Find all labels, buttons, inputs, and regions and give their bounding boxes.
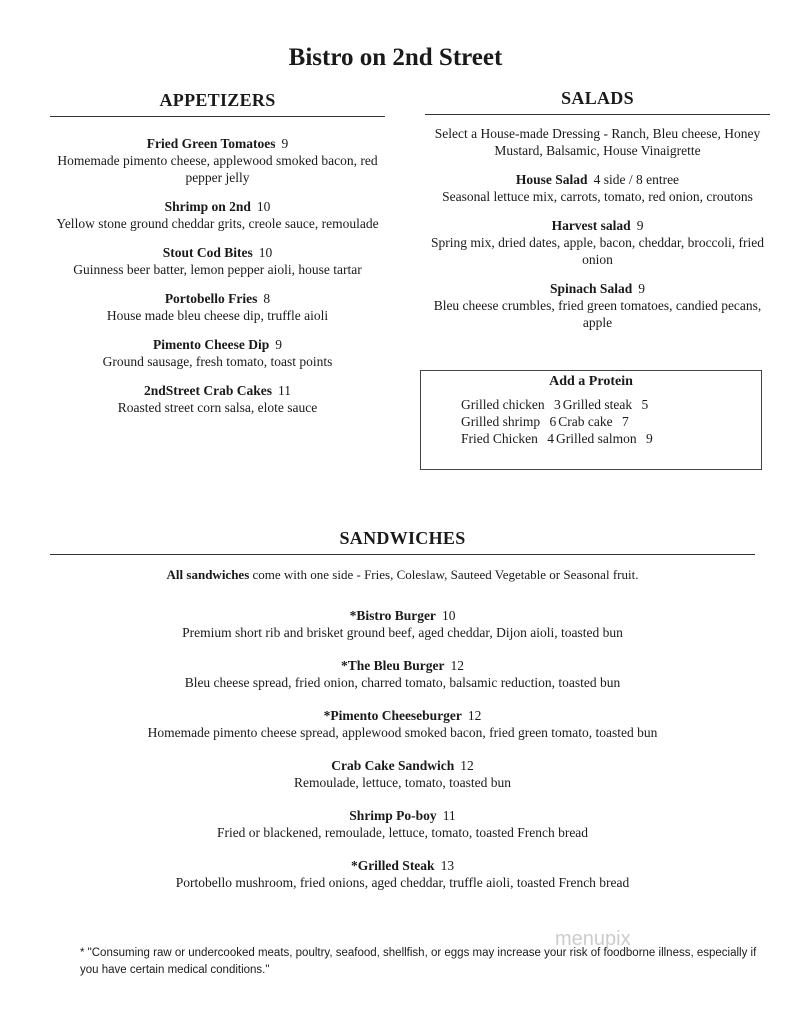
protein-name: Grilled shrimp	[461, 414, 541, 429]
item-name: Crab Cake Sandwich	[331, 758, 455, 773]
menu-item	[50, 135, 385, 186]
sandwiches-section	[50, 528, 755, 891]
item-name: *Grilled Steak	[350, 858, 435, 873]
item-description: Guinness beer batter, lemon pepper aioli, house tartar	[73, 262, 362, 277]
item-description: Spring mix, dried dates, apple, bacon, cheddar, broccoli, fried onion	[430, 235, 765, 267]
protein-name: Grilled chicken	[461, 397, 545, 412]
protein-price: 6	[549, 414, 557, 429]
item-name: *Bistro Burger	[349, 608, 436, 623]
appetizer-list	[50, 135, 385, 416]
sandwich-note-text: come with one side - Fries, Coleslaw, Sauteed Vegetable or Seasonal fruit.	[249, 567, 639, 582]
item-name: House Salad	[515, 172, 588, 187]
item-price: 11	[278, 383, 291, 398]
item-price: 13	[440, 858, 455, 873]
item-name: 2ndStreet Crab Cakes	[144, 383, 272, 398]
menu-item	[50, 757, 755, 791]
protein-price: 9	[646, 431, 653, 446]
item-price: 9	[275, 337, 282, 352]
item-name: Fried Green Tomatoes	[146, 136, 276, 151]
section-heading: SANDWICHES	[50, 528, 755, 555]
item-name: Pimento Cheese Dip	[153, 337, 270, 352]
item-description: Yellow stone ground cheddar grits, creole sauce, remoulade	[56, 216, 379, 231]
protein-price: 7	[621, 414, 629, 429]
item-name: Harvest salad	[551, 218, 631, 233]
menu-item	[425, 280, 770, 331]
menu-item	[50, 707, 755, 741]
item-description: Portobello mushroom, fried onions, aged cheddar, truffle aioli, toasted French bread	[175, 875, 630, 890]
protein-row	[461, 430, 761, 447]
menu-item	[50, 382, 385, 416]
item-price: 10	[256, 199, 271, 214]
item-description: House made bleu cheese dip, truffle aioli	[106, 308, 329, 323]
protein-name: Crab cake	[558, 414, 613, 429]
item-price: 8	[263, 291, 271, 306]
salad-list	[425, 171, 770, 331]
dressing-note: Select a House-made Dressing - Ranch, Bleu cheese, Honey Mustard, Balsamic, House Vinaigrette	[434, 126, 761, 158]
watermark: menupix	[555, 928, 631, 950]
item-name: *The Bleu Burger	[341, 658, 445, 673]
item-description: Fried or blackened, remoulade, lettuce, tomato, toasted French bread	[216, 825, 589, 840]
item-name: Portobello Fries	[164, 291, 258, 306]
item-price: 9	[638, 281, 645, 296]
item-name: Shrimp on 2nd	[164, 199, 251, 214]
item-name: Stout Cod Bites	[162, 245, 253, 260]
appetizers-section	[50, 90, 385, 416]
sandwich-note-bold: All sandwiches	[166, 567, 250, 582]
item-name: Shrimp Po-boy	[349, 808, 437, 823]
item-description: Bleu cheese crumbles, fried green tomatoes, candied pecans, apple	[433, 298, 762, 330]
item-price: 12	[450, 658, 464, 673]
protein-price: 5	[641, 397, 649, 412]
section-heading: SALADS	[425, 88, 770, 115]
add-protein-box	[420, 370, 762, 470]
menu-item	[50, 244, 385, 278]
menu-item	[50, 657, 755, 691]
item-price: 9	[281, 136, 289, 151]
menu-item	[50, 198, 385, 232]
disclaimer: * "Consuming raw or undercooked meats, poultry, seafood, shellfish, or eggs may increase your risk of foodborne illness, especially if you have certain medical conditions."	[80, 947, 757, 976]
item-description: Seasonal lettuce mix, carrots, tomato, red onion, croutons	[442, 189, 753, 204]
item-description: Remoulade, lettuce, tomato, toasted bun	[293, 775, 512, 790]
menu-item	[50, 290, 385, 324]
protein-name: Grilled steak	[562, 397, 633, 412]
protein-price: 3	[553, 397, 561, 412]
page-title: Bistro on 2nd Street	[288, 44, 503, 71]
item-description: Ground sausage, fresh tomato, toast points	[102, 354, 333, 369]
section-heading: APPETIZERS	[50, 90, 385, 117]
item-price: 4 side / 8 entree	[593, 172, 680, 187]
item-description: Homemade pimento cheese, applewood smoked bacon, red pepper jelly	[57, 153, 378, 185]
item-description: Homemade pimento cheese spread, applewood smoked bacon, fried green tomato, toasted bun	[147, 725, 658, 740]
protein-name: Fried Chicken	[461, 431, 538, 446]
sandwich-list	[50, 607, 755, 891]
item-price: 12	[467, 708, 482, 723]
menu-item	[50, 336, 385, 370]
protein-name: Grilled salmon	[556, 431, 637, 446]
item-price: 11	[442, 808, 456, 823]
item-price: 10	[441, 608, 456, 623]
item-price: 12	[460, 758, 474, 773]
item-description: Bleu cheese spread, fried onion, charred tomato, balsamic reduction, toasted bun	[184, 675, 621, 690]
salads-section	[425, 88, 770, 331]
menu-item	[50, 807, 755, 841]
item-name: *Pimento Cheeseburger	[323, 708, 462, 723]
menu-item	[50, 857, 755, 891]
menu-item	[425, 217, 770, 268]
menu-item	[50, 607, 755, 641]
protein-heading: Add a Protein	[549, 374, 633, 389]
protein-row	[461, 413, 761, 430]
protein-row	[461, 396, 761, 413]
sandwich-note	[50, 567, 755, 583]
item-price: 10	[258, 245, 273, 260]
item-price: 9	[636, 218, 644, 233]
menu-item	[425, 171, 770, 205]
item-name: Spinach Salad	[550, 281, 633, 296]
item-description: Premium short rib and brisket ground beef, aged cheddar, Dijon aioli, toasted bun	[182, 625, 623, 640]
item-description: Roasted street corn salsa, elote sauce	[117, 400, 318, 415]
protein-price: 4	[547, 431, 554, 446]
